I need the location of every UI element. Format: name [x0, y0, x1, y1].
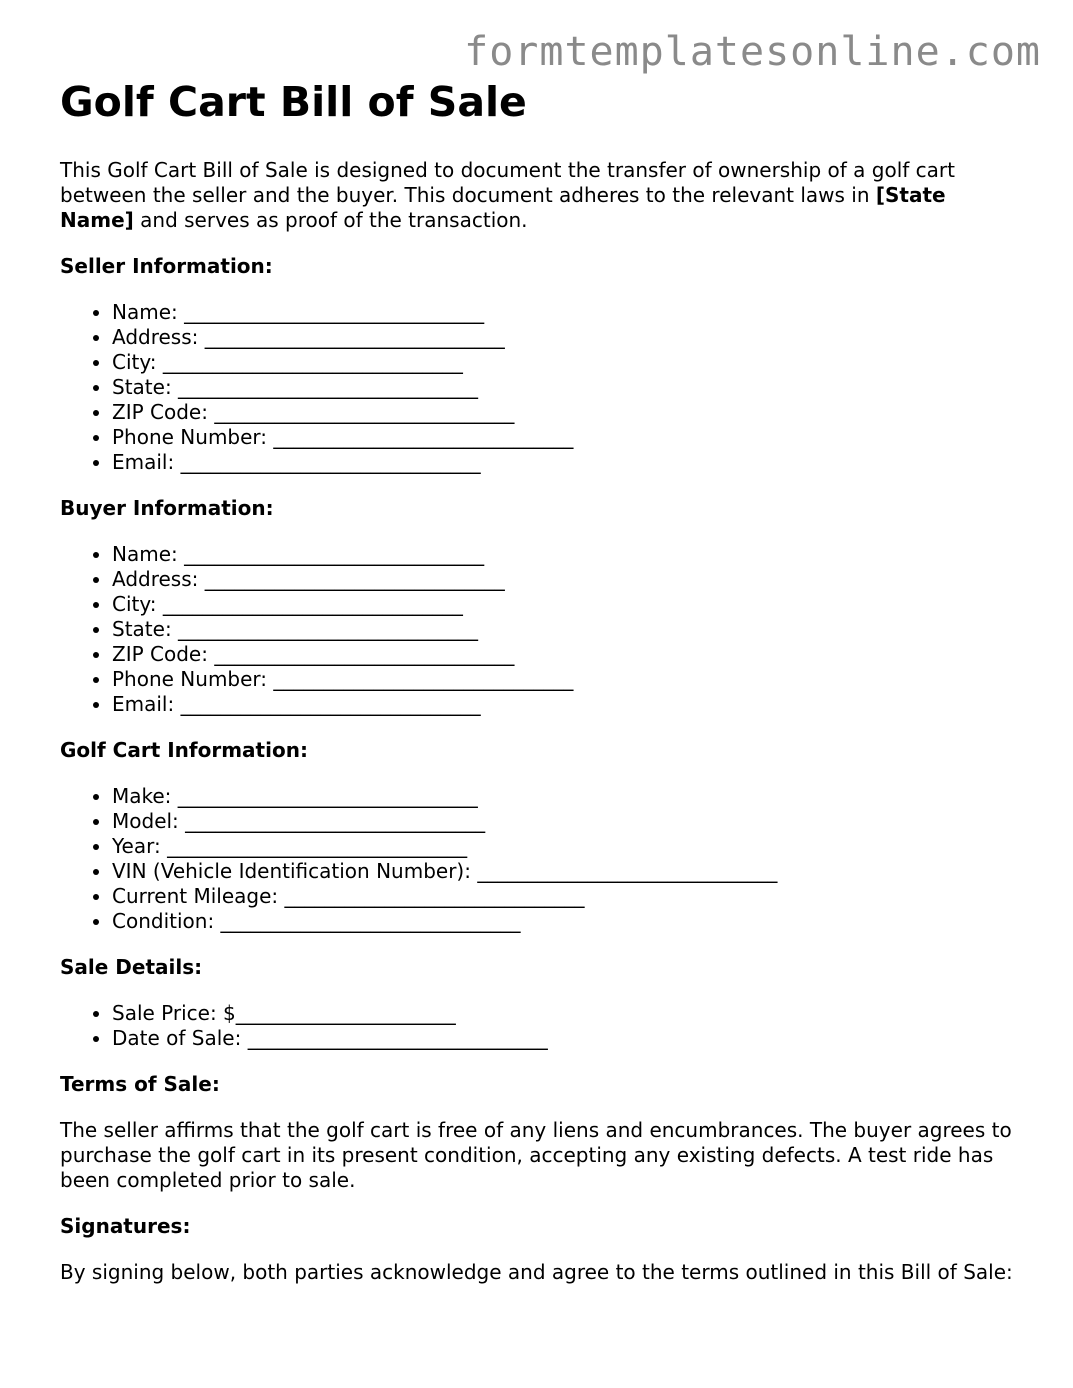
- buyer-phone-field: • Phone Number: ______________________________: [112, 667, 1020, 692]
- state-name-placeholder: [State Name]: [60, 183, 946, 232]
- seller-heading: Seller Information:: [60, 254, 273, 278]
- intro-text-before: This Golf Cart Bill of Sale is designed to document the transfer of ownership of a golf cart between the seller and the buyer. This document adheres to the relevant laws in: [60, 158, 955, 207]
- sale-date-field: • Date of Sale: ______________________________: [112, 1026, 1020, 1051]
- seller-phone-field: • Phone Number: ______________________________: [112, 425, 1020, 450]
- seller-address-field: • Address: ______________________________: [112, 325, 1020, 350]
- seller-name-field: • Name: ______________________________: [112, 300, 1020, 325]
- cart-model-field: • Model: ______________________________: [112, 809, 1020, 834]
- buyer-email-field: • Email: ______________________________: [112, 692, 1020, 717]
- sale-list: [60, 1001, 1020, 1051]
- cart-make-field: • Make: ______________________________: [112, 784, 1020, 809]
- terms-paragraph: The seller affirms that the golf cart is free of any liens and encumbrances. The buyer agrees to purchase the golf cart in its present condition, accepting any existing defects. A test ride has been completed prior to sale.: [60, 1118, 1012, 1192]
- signatures-paragraph: By signing below, both parties acknowledge and agree to the terms outlined in this Bill of Sale:: [60, 1260, 1013, 1284]
- cart-vin-field: • VIN (Vehicle Identification Number): ______________________________: [112, 859, 1020, 884]
- cart-mileage-field: • Current Mileage: ______________________________: [112, 884, 1020, 909]
- intro-text-after: and serves as proof of the transaction.: [133, 208, 528, 232]
- cart-year-field: • Year: ______________________________: [112, 834, 1020, 859]
- buyer-city-field: • City: ______________________________: [112, 592, 1020, 617]
- signatures-heading: Signatures:: [60, 1214, 191, 1238]
- intro-paragraph: [60, 158, 1020, 233]
- seller-zip-field: • ZIP Code: ______________________________: [112, 400, 1020, 425]
- buyer-heading: Buyer Information:: [60, 496, 274, 520]
- buyer-address-field: • Address: ______________________________: [112, 567, 1020, 592]
- terms-heading: Terms of Sale:: [60, 1072, 220, 1096]
- cart-condition-field: • Condition: ______________________________: [112, 909, 1020, 934]
- sale-price-field: • Sale Price: $______________________: [112, 1001, 1020, 1026]
- buyer-name-field: • Name: ______________________________: [112, 542, 1020, 567]
- seller-state-field: • State: ______________________________: [112, 375, 1020, 400]
- seller-email-field: • Email: ______________________________: [112, 450, 1020, 475]
- sale-heading: Sale Details:: [60, 955, 203, 979]
- seller-list: [60, 300, 1020, 475]
- watermark: formtemplatesonline.com: [464, 29, 1041, 75]
- buyer-list: [60, 542, 1020, 717]
- page-title: Golf Cart Bill of Sale: [60, 78, 527, 126]
- seller-city-field: • City: ______________________________: [112, 350, 1020, 375]
- document-body: [60, 76, 1020, 1285]
- cart-heading: Golf Cart Information:: [60, 738, 308, 762]
- buyer-state-field: • State: ______________________________: [112, 617, 1020, 642]
- cart-list: [60, 784, 1020, 934]
- buyer-zip-field: • ZIP Code: ______________________________: [112, 642, 1020, 667]
